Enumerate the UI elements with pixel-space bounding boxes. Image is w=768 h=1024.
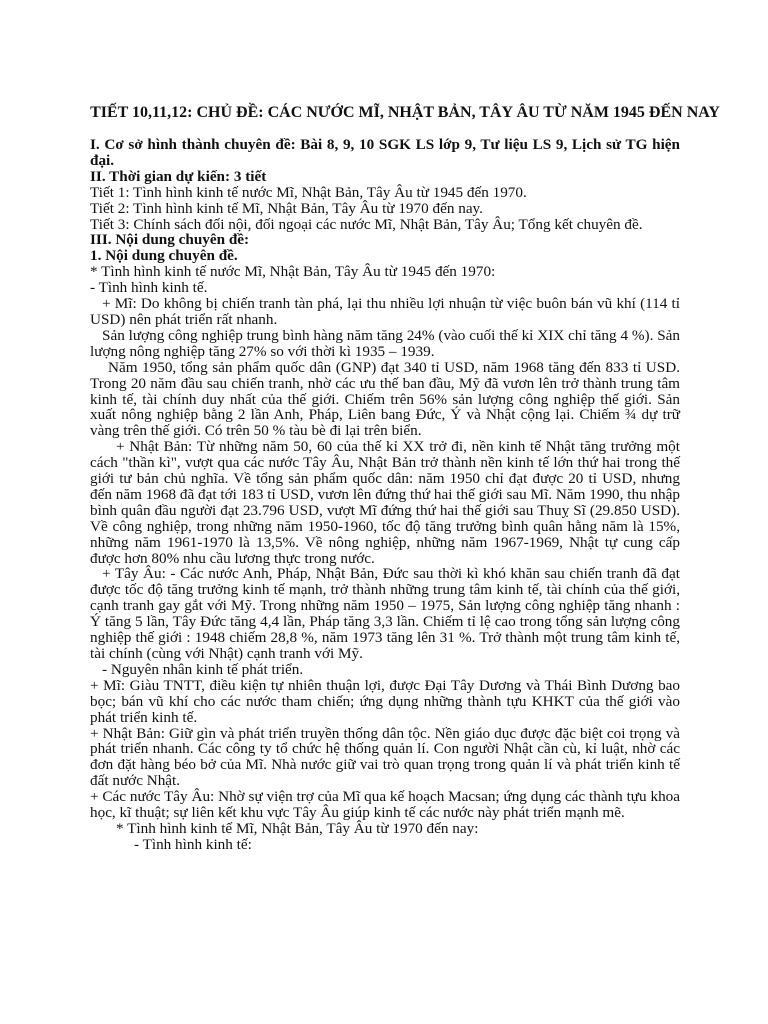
period-2-heading: * Tình hình kinh tế Mĩ, Nhật Bản, Tây Âu từ 1970 đến nay:	[116, 819, 479, 837]
paragraph-my-3: Năm 1950, tổng sản phẩm quốc dân (GNP) đạt 340 tỉ USD, năm 1968 tăng đến 833 tỉ USD. Trong 20 năm đầu sau chiến tranh, nhờ các ưu thế ban đầu, Mỹ đã vươn lên trở thành trung tâm kinh tế, tài chính duy nhất của thế giới. Chiếm trên 56% sản lượng công nghiệp thế giới. Sản xuất nông nghiệp bằng 2 lần Anh, Pháp, Liên bang Đức, Ý và Nhật cộng lại. Chiếm ¾ dự trữ vàng trên thế giới. Có trên 50 % tàu bè đi lại trên biển.	[90, 358, 680, 440]
section-3-heading: III. Nội dung chuyên đề:	[90, 231, 250, 249]
paragraph-tay-au: + Tây Âu: - Các nước Anh, Pháp, Nhật Bản, Đức sau thời kì khó khăn sau chiến tranh đã đạt được tốc độ tăng trưởng kinh tế mạnh, trở thành những trung tâm kinh tế, tài chính của thế giới, cạnh tranh gay gắt với Mỹ. Trong những năm 1950 – 1975, Sản lượng công nghiệp tăng nhanh : Ý tăng 5 lần, Tây Đức tăng 4,4 lần, Pháp tăng 3,3 lần. Chiếm tỉ lệ cao trong tổng sản lượng công nghiệp thế giới : 1948 chiếm 28,8 %, năm 1973 tăng lên 31 %. Trở thành một trung tâm kinh tế, tài chính (cùng với Nhật) cạnh tranh với Mỹ.	[90, 565, 680, 662]
lesson-1: Tiết 1: Tình hình kinh tế nước Mĩ, Nhật Bản, Tây Âu từ 1945 đến 1970.	[90, 183, 527, 201]
paragraph-my-1: + Mĩ: Do không bị chiến tranh tàn phá, lại thu nhiều lợi nhuận từ việc buôn bán vũ khí (114 tỉ USD) nên phát triển rất nhanh.	[90, 295, 680, 328]
reason-nhat-ban: + Nhật Bản: Giữ gìn và phát triển truyền thống dân tộc. Nền giáo dục được đặc biệt coi trọng và phát triển nhanh. Các công ty tổ chức hệ thống quản lí. Con người Nhật cần cù, kỉ luật, nhờ các đơn đặt hàng béo bở của Mĩ. Nhà nước giữ vai trò quan trọng trong quản lí và phát triển kinh tế đất nước Nhật.	[90, 724, 680, 790]
period-1-heading: * Tình hình kinh tế nước Mĩ, Nhật Bản, Tây Âu từ 1945 đến 1970:	[90, 263, 496, 281]
lesson-2: Tiết 2: Tình hình kinh tế Mĩ, Nhật Bản, Tây Âu từ 1970 đến nay.	[90, 199, 483, 217]
reasons-heading: - Nguyên nhân kinh tế phát triển.	[102, 660, 304, 678]
subsection-1-heading: 1. Nội dung chuyên đề.	[90, 247, 238, 265]
page-title: TIẾT 10,11,12: CHỦ ĐỀ: CÁC NƯỚC MĨ, NHẬT BẢN, TÂY ÂU TỪ NĂM 1945 ĐẾN NAY	[90, 104, 720, 121]
lesson-3: Tiết 3: Chính sách đối nội, đối ngoại các nước Mĩ, Nhật Bản, Tây Âu; Tổng kết chuyên đề.	[90, 215, 643, 233]
reason-my: + Mĩ: Giàu TNTT, điều kiện tự nhiên thuận lợi, được Đại Tây Dương và Thái Bình Dương bao bọc; bán vũ khí cho các nước tham chiến; ứng dụng những thành tựu KHKT của thế giới vào phát triển kinh tế.	[90, 676, 680, 726]
paragraph-nhat-ban: + Nhật Bản: Từ những năm 50, 60 của thế kỉ XX trở đi, nền kinh tế Nhật tăng trưởng một cách "thần kì", vượt qua các nước Tây Âu, Nhật Bản trở thành nền kinh tế lớn thứ hai trong thế giới tư bản chủ nghĩa. Về tổng sản phẩm quốc dân: năm 1950 chỉ đạt được 20 tỉ USD, nhưng đến năm 1968 đã đạt tới 183 tỉ USD, vươn lên đứng thứ hai thế giới sau Mĩ. Năm 1990, thu nhập bình quân đầu người đạt 23.796 USD, vượt Mĩ đứng thứ hai thế giới sau Thuỵ Sĩ (29.850 USD). Về công nghiệp, trong những năm 1950-1960, tốc độ tăng trưởng bình quân hằng năm là 15%, những năm 1961-1970 là 13,5%. Về nông nghiệp, những năm 1967-1969, Nhật tự cung cấp được hơn 80% nhu cầu lương thực trong nước.	[90, 438, 680, 567]
economy-heading-1: - Tình hình kinh tế.	[90, 279, 208, 297]
document-body	[90, 137, 680, 853]
reason-tay-au: + Các nước Tây Âu: Nhờ sự viện trợ của Mĩ qua kế hoạch Macsan; ứng dụng các thành tựu khoa học, kĩ thuật; sự liên kết khu vực Tây Âu giúp kinh tế các nước này phát triển mạnh mẽ.	[90, 788, 680, 822]
section-1-heading: I. Cơ sở hình thành chuyên đề: Bài 8, 9, 10 SGK LS lớp 9, Tư liệu LS 9, Lịch sử TG hiện đại.	[90, 136, 680, 169]
paragraph-my-2: Sản lượng công nghiệp trung bình hàng năm tăng 24% (vào cuối thế kỉ XIX chỉ tăng 4 %). Sản lượng nông nghiệp tăng 27% so với thời kì 1935 – 1939.	[90, 326, 680, 360]
economy-heading-2: - Tình hình kinh tế:	[134, 835, 252, 853]
section-2-heading: II. Thời gian dự kiến: 3 tiết	[90, 167, 267, 185]
